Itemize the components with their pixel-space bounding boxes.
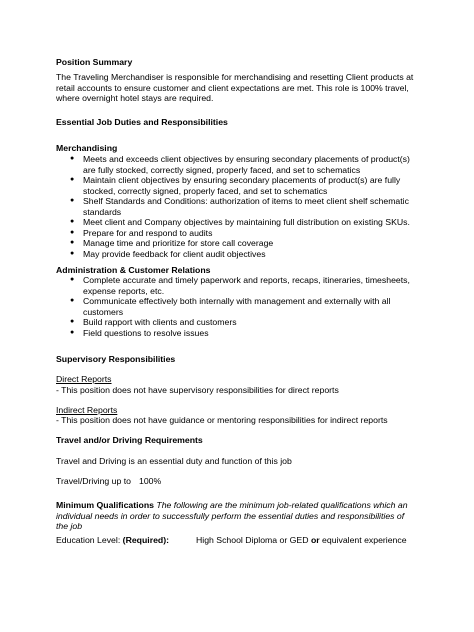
supervisory-heading: Supervisory Responsibilities	[56, 354, 176, 364]
education-row	[56, 535, 418, 546]
list-item: ● Complete accurate and timely paperwork and reports, recaps, itineraries, timesheets, expense reports, etc.	[83, 275, 423, 296]
position-summary-text: The Traveling Merchandiser is responsible for merchandising and resetting Client products at retail accounts to ensure customer and client expectations are met. This role is 100% travel, where overnight hotel stays are required.	[56, 72, 414, 103]
indirect-reports-label: Indirect Reports	[56, 405, 118, 415]
direct-reports-text: - This position does not have supervisory responsibilities for direct reports	[56, 385, 339, 395]
minimum-qualifications	[56, 500, 418, 532]
position-summary-heading: Position Summary	[56, 57, 133, 67]
duties-heading: Essential Job Duties and Responsibilities	[56, 117, 228, 127]
education-label: Education Level: (Required):	[56, 535, 170, 545]
direct-reports-label: Direct Reports	[56, 374, 112, 384]
list-item: ● Build rapport with clients and customers	[83, 317, 423, 328]
administration-heading: Administration & Customer Relations	[56, 265, 211, 275]
list-item: ● Meet client and Company objectives by maintaining full distribution on existing SKUs.	[83, 217, 423, 228]
administration-list	[56, 275, 423, 338]
list-item: ● Maintain client objectives by ensuring secondary placements of product(s) are fully stocked, correctly signed, properly faced, and set to schematics	[83, 175, 423, 196]
merchandising-heading: Merchandising	[56, 143, 118, 153]
list-item: ● May provide feedback for client audit objectives	[83, 249, 423, 260]
list-item: ● Communicate effectively both internally with management and externally with all customers	[83, 296, 423, 317]
travel-up-to-row	[56, 476, 418, 487]
list-item: ● Prepare for and respond to audits	[83, 228, 423, 239]
travel-text: Travel and Driving is an essential duty and function of this job	[56, 456, 292, 466]
minimum-heading: Minimum Qualifications	[56, 500, 154, 510]
travel-up-to-value: 100%	[139, 476, 162, 486]
list-item: ● Shelf Standards and Conditions: authorization of items to meet client shelf schematic standards	[83, 196, 423, 217]
travel-up-to-label: Travel/Driving up to	[56, 476, 131, 486]
list-item: ● Manage time and prioritize for store call coverage	[83, 238, 423, 249]
minimum-intro: The following are the minimum job-related qualifications which an individual needs in order to successfully perform the essential duties and responsibilities of the job	[56, 500, 408, 531]
list-item: ● Meets and exceeds client objectives by ensuring secondary placements of product(s) are fully stocked, correctly signed, properly faced, and set to schematics	[83, 154, 423, 175]
merchandising-list	[56, 154, 423, 259]
indirect-reports-text: - This position does not have guidance or mentoring responsibilities for indirect reports	[56, 415, 388, 425]
list-item: ● Field questions to resolve issues	[83, 328, 423, 339]
travel-heading: Travel and/or Driving Requirements	[56, 435, 203, 445]
education-value: High School Diploma or GED or equivalent experience	[196, 535, 407, 545]
